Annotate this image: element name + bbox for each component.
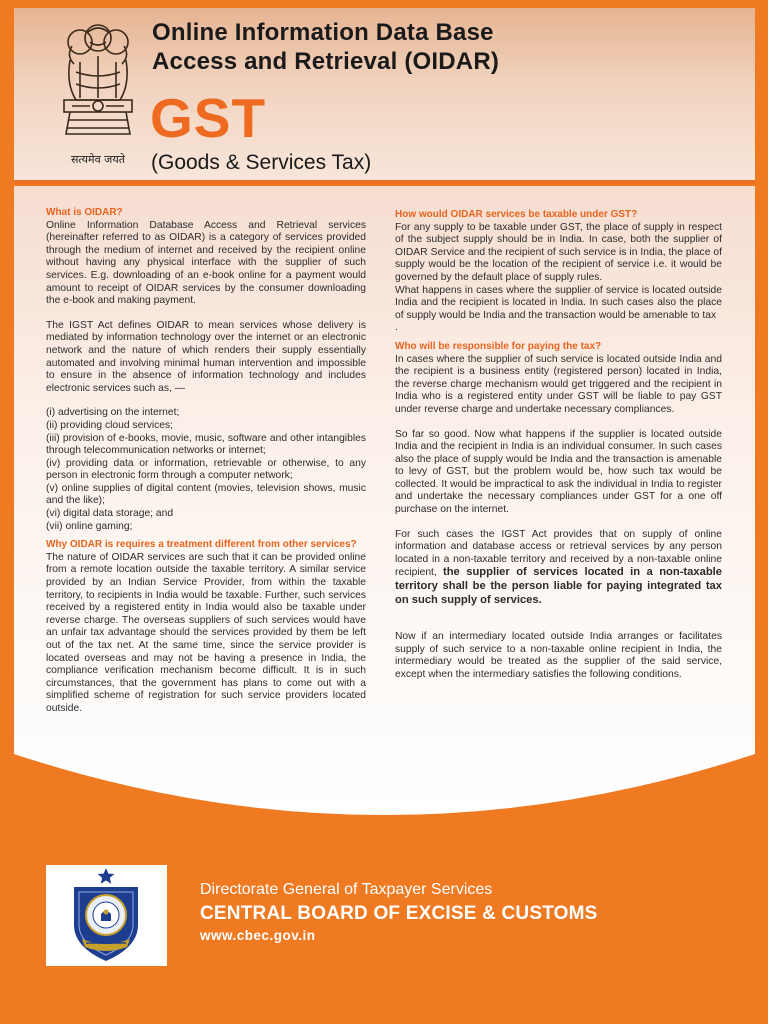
paragraph-text: For such cases the IGST Act provides that on supply of online information and database access or retrieval services by any person located in a non-taxable territory and received by a non-taxable online recipient, [395,528,722,579]
question-who-pays: Who will be responsible for paying the tax? [395,340,602,352]
ashoka-lions-icon [48,20,148,152]
list-item: (iv) providing data or information, retrievable or otherwise, to any person in electronic form through a computer network; [46,457,366,482]
page-title [152,18,499,76]
national-emblem [48,20,148,170]
question-why-different: Why OIDAR is requires a treatment different from other services? [46,539,357,551]
list-item: (vi) digital data storage; and [46,508,174,520]
list-item: (i) advertising on the internet; [46,407,180,419]
list-item: (iii) provision of e-books, movie, music, software and other intangibles through telecommunication networks or internet; [46,432,366,457]
footer-website: www.cbec.gov.in [200,928,316,943]
emphasis-text: the supplier of services located in a non-taxable territory shall be the person liable for paying integrated tax on such supply of services. [395,566,722,606]
question-how-taxable: How would OIDAR services be taxable under GST? [395,209,638,220]
paragraph: For any supply to be taxable under GST, the place of supply in respect of the subject supply should be in India. In case, both the supplier of OIDAR Service and the recipient of such service is in India, the place of supply would be the location of the recipient of service i.e. it would be governed by the default place of supply rules. [395,221,722,283]
paragraph: Now if an intermediary located outside India arranges or facilitates supply of such service to a non-taxable online recipient in India, the intermediary would be treated as the supplier of the said service, except when the intermediary satisfies the following conditions. [395,631,722,680]
list-item: (vii) online gaming; [46,520,133,532]
paragraph: The nature of OIDAR services are such that it can be provided online from a remote location outside the taxable territory. A similar service provided by an Indian Service Provider, from within the taxable territory, to recipients in India would be taxable. Further, such services received by a registered entity in India would also be taxable under reverse charge. The overseas suppliers of such services would have an unfair tax advantage should the services provided by them be left out of the tax net. At the same time, since the service provider is located overseas and may not be having a presence in India, the compliance verification mechanism become difficult. It is in such circumstances, that the government has plans to come out with a simplified scheme of registration for such service providers located outside. [46,551,366,714]
paragraph: The IGST Act defines OIDAR to mean services whose delivery is mediated by information technology over the internet or an electronic network and the nature of which renders their supply essentially automated and involving minimal human intervention and impossible to ensure in the absence of information technology and includes electronic services such as, — [46,319,366,394]
footer-directorate: Directorate General of Taxpayer Services [200,881,493,898]
cbec-badge-icon [46,865,167,966]
right-column [395,209,722,682]
paragraph: Online Information Database Access and Retrieval services (hereinafter referred to as OIDAR) is a category of services provided through the medium of internet and received by the recipient online without having any physical interface with the supplier of such services. E.g. downloading of an e-book online for a payment would amount to receipt of OIDAR services by the consumer downloading the e-book and making payment. [46,219,366,307]
paragraph: So far so good. Now what happens if the supplier is located outside India and the recipient in India is an individual consumer. In such cases also the place of supply would be India and the transaction is amenable to levy of GST, but the problem would be, how such tax would be collected. It would be impractical to ask the individual in India to register and undertake the necessary compliances under GST for a one off purchase on the internet. [395,428,722,516]
gst-subtitle: (Goods & Services Tax) [151,151,372,174]
paragraph: In cases where the supplier of such service is located outside India and the recipient is a business entity (registered person) located in India, the reverse charge mechanism would get triggered and the recipient in India who is a registered entity under GST will be liable to pay GST under reverse charge and undertake necessary compliances. [395,353,722,415]
emblem-motto: सत्यमेव जयते [70,153,125,166]
left-column [46,207,366,716]
header-divider [14,180,755,184]
title-line-1: Online Information Data Base [152,19,494,46]
title-line-2: Access and Retrieval (OIDAR) [152,48,500,75]
paragraph [395,529,722,608]
gst-heading: GST [150,87,267,149]
question-what-is-oidar: What is OIDAR? [46,207,123,218]
cbec-logo [46,865,167,966]
stray-dot: . [395,322,398,334]
list-item: (ii) providing cloud services; [46,419,174,431]
service-list [46,407,366,533]
list-item: (v) online supplies of digital content (movies, television shows, music and the like); [46,482,366,507]
paragraph: What happens in cases where the supplier of service is located outside India and the recipient is located in India. In such cases also the place of supply would be India and the transaction would be amenable to tax [395,284,722,321]
footer-cbec-name: CENTRAL BOARD OF EXCISE & CUSTOMS [200,903,598,924]
